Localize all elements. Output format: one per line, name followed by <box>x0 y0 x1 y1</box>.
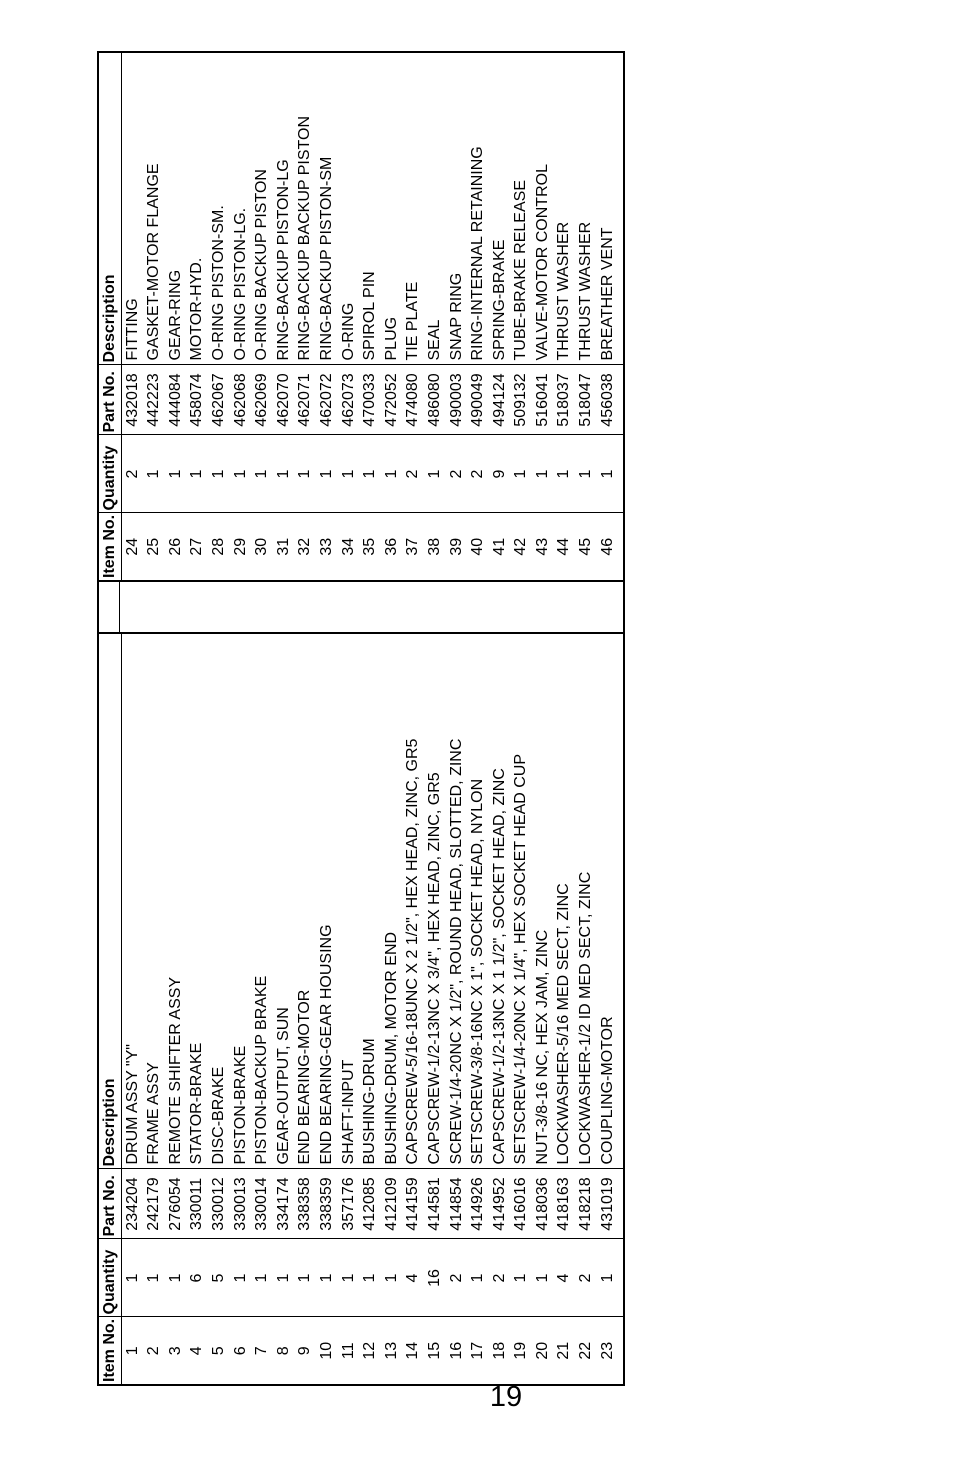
cell-description: BUSHING-DRUM <box>359 633 381 1169</box>
cell-part-no: 518037 <box>553 365 575 435</box>
cell-part-no: 414159 <box>402 1169 424 1239</box>
cell-part-no: 462068 <box>230 365 252 435</box>
table-row <box>381 52 403 581</box>
cell-item-no: 38 <box>424 513 446 581</box>
cell-description: GASKET-MOTOR FLANGE <box>143 52 165 365</box>
divider-header-line <box>99 582 120 632</box>
cell-part-no: 414952 <box>489 1169 511 1239</box>
cell-quantity: 9 <box>489 435 511 513</box>
page-number: 19 <box>489 1381 523 1413</box>
cell-part-no: 357176 <box>338 1169 360 1239</box>
table-row <box>359 52 381 581</box>
cell-part-no: 462070 <box>273 365 295 435</box>
cell-quantity: 1 <box>165 435 187 513</box>
cell-item-no: 9 <box>294 1317 316 1385</box>
table-row <box>294 633 316 1385</box>
cell-item-no: 8 <box>273 1317 295 1385</box>
table-row <box>553 633 575 1385</box>
cell-item-no: 44 <box>553 513 575 581</box>
table-divider <box>97 582 625 632</box>
table-row <box>424 52 446 581</box>
cell-part-no: 276054 <box>165 1169 187 1239</box>
cell-description: TIE PLATE <box>402 52 424 365</box>
cell-description: THRUST WASHER <box>575 52 597 365</box>
cell-description: LOCKWASHER-5/16 MED SECT, ZINC <box>553 633 575 1169</box>
cell-description: RING-INTERNAL RETAINING <box>467 52 489 365</box>
cell-quantity: 2 <box>489 1239 511 1317</box>
cell-item-no: 20 <box>532 1317 554 1385</box>
parts-list-sheet <box>97 51 625 1386</box>
header-part-no: Part No. <box>98 1169 121 1239</box>
filler-cell <box>618 435 624 513</box>
cell-quantity: 1 <box>532 1239 554 1317</box>
cell-description: SETSCREW-1/4-20NC X 1/4", HEX SOCKET HEAD CUP <box>510 633 532 1169</box>
cell-part-no: 472052 <box>381 365 403 435</box>
table-row <box>186 633 208 1385</box>
filler-cell <box>618 1317 624 1385</box>
cell-item-no: 16 <box>446 1317 468 1385</box>
cell-part-no: 416016 <box>510 1169 532 1239</box>
cell-part-no: 234204 <box>121 1169 143 1239</box>
cell-quantity: 1 <box>251 435 273 513</box>
cell-part-no: 494124 <box>489 365 511 435</box>
cell-description: CAPSCREW-1/2-13NC X 3/4", HEX HEAD, ZINC, GR5 <box>424 633 446 1169</box>
cell-description: SEAL <box>424 52 446 365</box>
cell-quantity: 1 <box>597 435 619 513</box>
cell-part-no: 412085 <box>359 1169 381 1239</box>
parts-table-right-body <box>121 52 624 581</box>
table-row <box>338 633 360 1385</box>
table-row <box>489 633 511 1385</box>
cell-quantity: 1 <box>121 1239 143 1317</box>
cell-part-no: 462072 <box>316 365 338 435</box>
cell-quantity: 2 <box>402 435 424 513</box>
cell-description: LOCKWASHER-1/2 ID MED SECT, ZINC <box>575 633 597 1169</box>
cell-description: MOTOR-HYD. <box>186 52 208 365</box>
cell-item-no: 39 <box>446 513 468 581</box>
parts-table-right <box>97 51 625 582</box>
cell-quantity: 4 <box>553 1239 575 1317</box>
table-row <box>597 633 619 1385</box>
cell-description: O-RING PISTON-SM. <box>208 52 230 365</box>
cell-description: VALVE-MOTOR CONTROL <box>532 52 554 365</box>
table-row <box>532 52 554 581</box>
table-row <box>316 52 338 581</box>
cell-part-no: 330014 <box>251 1169 273 1239</box>
cell-quantity: 1 <box>230 1239 252 1317</box>
cell-item-no: 5 <box>208 1317 230 1385</box>
table-row <box>424 633 446 1385</box>
table-row <box>273 633 295 1385</box>
cell-description: CAPSCREW-1/2-13NC X 1 1/2", SOCKET HEAD, ZINC <box>489 633 511 1169</box>
cell-item-no: 41 <box>489 513 511 581</box>
cell-description: TUBE-BRAKE RELEASE <box>510 52 532 365</box>
cell-quantity: 1 <box>273 1239 295 1317</box>
cell-description: THRUST WASHER <box>553 52 575 365</box>
header-description: Description <box>98 633 121 1169</box>
cell-item-no: 6 <box>230 1317 252 1385</box>
cell-quantity: 5 <box>208 1239 230 1317</box>
cell-part-no: 462069 <box>251 365 273 435</box>
cell-quantity: 1 <box>575 435 597 513</box>
cell-description: GEAR-OUTPUT, SUN <box>273 633 295 1169</box>
cell-part-no: 490003 <box>446 365 468 435</box>
cell-description: DRUM ASSY "Y" <box>121 633 143 1169</box>
cell-part-no: 509132 <box>510 365 532 435</box>
table-row <box>143 633 165 1385</box>
parts-table-left-body <box>121 633 624 1385</box>
cell-quantity: 1 <box>143 1239 165 1317</box>
cell-quantity: 1 <box>143 435 165 513</box>
cell-item-no: 10 <box>316 1317 338 1385</box>
cell-part-no: 330011 <box>186 1169 208 1239</box>
cell-item-no: 23 <box>597 1317 619 1385</box>
cell-part-no: 431019 <box>597 1169 619 1239</box>
table-filler-row <box>618 633 624 1385</box>
cell-description: PISTON-BRAKE <box>230 633 252 1169</box>
cell-quantity: 1 <box>316 435 338 513</box>
cell-quantity: 1 <box>553 435 575 513</box>
cell-quantity: 1 <box>510 435 532 513</box>
cell-part-no: 414581 <box>424 1169 446 1239</box>
cell-description: FRAME ASSY <box>143 633 165 1169</box>
cell-part-no: 338358 <box>294 1169 316 1239</box>
cell-quantity: 1 <box>165 1239 187 1317</box>
cell-quantity: 2 <box>467 435 489 513</box>
cell-item-no: 40 <box>467 513 489 581</box>
cell-quantity: 2 <box>446 435 468 513</box>
cell-item-no: 2 <box>143 1317 165 1385</box>
cell-part-no: 462073 <box>338 365 360 435</box>
cell-description: COUPLING-MOTOR <box>597 633 619 1169</box>
cell-part-no: 432018 <box>121 365 143 435</box>
cell-part-no: 334174 <box>273 1169 295 1239</box>
cell-quantity: 1 <box>532 435 554 513</box>
cell-description: DISC-BRAKE <box>208 633 230 1169</box>
cell-part-no: 518047 <box>575 365 597 435</box>
cell-description: NUT-3/8-16 NC, HEX JAM, ZINC <box>532 633 554 1169</box>
cell-part-no: 474080 <box>402 365 424 435</box>
cell-quantity: 6 <box>186 1239 208 1317</box>
header-item-no: Item No. <box>98 513 121 581</box>
cell-part-no: 418036 <box>532 1169 554 1239</box>
cell-item-no: 25 <box>143 513 165 581</box>
cell-description: FITTING <box>121 52 143 365</box>
cell-description: RING-BACKUP BACKUP PISTON <box>294 52 316 365</box>
cell-part-no: 462071 <box>294 365 316 435</box>
cell-part-no: 458074 <box>186 365 208 435</box>
cell-item-no: 14 <box>402 1317 424 1385</box>
cell-part-no: 470033 <box>359 365 381 435</box>
cell-item-no: 27 <box>186 513 208 581</box>
cell-quantity: 1 <box>273 435 295 513</box>
table-row <box>230 52 252 581</box>
cell-quantity: 1 <box>294 1239 316 1317</box>
table-row <box>575 52 597 581</box>
cell-description: PISTON-BACKUP BRAKE <box>251 633 273 1169</box>
table-row <box>467 52 489 581</box>
filler-cell <box>618 1169 624 1239</box>
cell-description: PLUG <box>381 52 403 365</box>
cell-quantity: 1 <box>186 435 208 513</box>
table-row <box>359 633 381 1385</box>
cell-part-no: 516041 <box>532 365 554 435</box>
cell-description: SPIROL PIN <box>359 52 381 365</box>
table-header-row <box>98 633 121 1385</box>
table-row <box>402 52 424 581</box>
table-row <box>165 633 187 1385</box>
cell-quantity: 1 <box>251 1239 273 1317</box>
cell-description: SETSCREW-3/8-16NC X 1", SOCKET HEAD, NYLON <box>467 633 489 1169</box>
table-row <box>510 633 532 1385</box>
cell-item-no: 30 <box>251 513 273 581</box>
cell-part-no: 338359 <box>316 1169 338 1239</box>
cell-item-no: 31 <box>273 513 295 581</box>
table-row <box>143 52 165 581</box>
filler-cell <box>618 513 624 581</box>
cell-item-no: 15 <box>424 1317 446 1385</box>
cell-item-no: 22 <box>575 1317 597 1385</box>
cell-description: SPRING-BRAKE <box>489 52 511 365</box>
cell-item-no: 19 <box>510 1317 532 1385</box>
cell-item-no: 35 <box>359 513 381 581</box>
table-row <box>121 633 143 1385</box>
header-quantity: Quantity <box>98 1239 121 1317</box>
cell-description: END BEARING-MOTOR <box>294 633 316 1169</box>
table-row <box>553 52 575 581</box>
table-row <box>575 633 597 1385</box>
cell-part-no: 456038 <box>597 365 619 435</box>
table-row <box>208 633 230 1385</box>
cell-quantity: 1 <box>316 1239 338 1317</box>
table-row <box>532 633 554 1385</box>
cell-part-no: 414854 <box>446 1169 468 1239</box>
table-row <box>121 52 143 581</box>
cell-quantity: 1 <box>359 435 381 513</box>
table-row <box>186 52 208 581</box>
cell-part-no: 330013 <box>230 1169 252 1239</box>
cell-part-no: 490049 <box>467 365 489 435</box>
header-item-no: Item No. <box>98 1317 121 1385</box>
cell-item-no: 43 <box>532 513 554 581</box>
table-row <box>251 633 273 1385</box>
table-row <box>208 52 230 581</box>
table-header-row <box>98 52 121 581</box>
cell-description: BREATHER VENT <box>597 52 619 365</box>
cell-description: END BEARING-GEAR HOUSING <box>316 633 338 1169</box>
table-row <box>381 633 403 1385</box>
header-description: Description <box>98 52 121 365</box>
cell-part-no: 418218 <box>575 1169 597 1239</box>
cell-item-no: 1 <box>121 1317 143 1385</box>
cell-quantity: 1 <box>338 1239 360 1317</box>
cell-item-no: 46 <box>597 513 619 581</box>
cell-item-no: 29 <box>230 513 252 581</box>
cell-item-no: 36 <box>381 513 403 581</box>
cell-quantity: 2 <box>446 1239 468 1317</box>
parts-table-left <box>97 632 625 1386</box>
cell-quantity: 1 <box>510 1239 532 1317</box>
table-row <box>597 52 619 581</box>
cell-description: GEAR-RING <box>165 52 187 365</box>
cell-item-no: 45 <box>575 513 597 581</box>
cell-quantity: 4 <box>402 1239 424 1317</box>
table-row <box>251 52 273 581</box>
cell-item-no: 28 <box>208 513 230 581</box>
cell-quantity: 16 <box>424 1239 446 1317</box>
cell-quantity: 1 <box>230 435 252 513</box>
cell-description: SNAP RING <box>446 52 468 365</box>
cell-item-no: 42 <box>510 513 532 581</box>
table-row <box>316 633 338 1385</box>
header-quantity: Quantity <box>98 435 121 513</box>
cell-item-no: 4 <box>186 1317 208 1385</box>
filler-cell <box>618 52 624 365</box>
cell-part-no: 418163 <box>553 1169 575 1239</box>
table-filler-row <box>618 52 624 581</box>
cell-part-no: 242179 <box>143 1169 165 1239</box>
cell-item-no: 34 <box>338 513 360 581</box>
cell-part-no: 462067 <box>208 365 230 435</box>
cell-quantity: 1 <box>208 435 230 513</box>
cell-item-no: 18 <box>489 1317 511 1385</box>
table-row <box>467 633 489 1385</box>
header-part-no: Part No. <box>98 365 121 435</box>
cell-quantity: 1 <box>381 435 403 513</box>
cell-description: CAPSCREW-5/16-18UNC X 2 1/2", HEX HEAD, ZINC, GR5 <box>402 633 424 1169</box>
cell-quantity: 1 <box>359 1239 381 1317</box>
table-row <box>402 633 424 1385</box>
cell-item-no: 37 <box>402 513 424 581</box>
cell-quantity: 1 <box>597 1239 619 1317</box>
table-row <box>338 52 360 581</box>
cell-description: O-RING BACKUP PISTON <box>251 52 273 365</box>
cell-description: RING-BACKUP PISTON-SM <box>316 52 338 365</box>
cell-item-no: 13 <box>381 1317 403 1385</box>
cell-description: SCREW-1/4-20NC X 1/2", ROUND HEAD, SLOTTED, ZINC <box>446 633 468 1169</box>
cell-quantity: 1 <box>294 435 316 513</box>
filler-cell <box>618 633 624 1169</box>
cell-quantity: 1 <box>467 1239 489 1317</box>
table-row <box>294 52 316 581</box>
cell-description: O-RING <box>338 52 360 365</box>
cell-quantity: 1 <box>424 435 446 513</box>
cell-part-no: 412109 <box>381 1169 403 1239</box>
cell-item-no: 33 <box>316 513 338 581</box>
cell-item-no: 24 <box>121 513 143 581</box>
table-row <box>230 633 252 1385</box>
cell-item-no: 7 <box>251 1317 273 1385</box>
table-row <box>165 52 187 581</box>
cell-part-no: 442223 <box>143 365 165 435</box>
table-row <box>273 52 295 581</box>
table-row <box>510 52 532 581</box>
cell-part-no: 414926 <box>467 1169 489 1239</box>
table-row <box>446 633 468 1385</box>
cell-quantity: 2 <box>121 435 143 513</box>
cell-part-no: 330012 <box>208 1169 230 1239</box>
cell-item-no: 32 <box>294 513 316 581</box>
cell-description: REMOTE SHIFTER ASSY <box>165 633 187 1169</box>
cell-description: RING-BACKUP PISTON-LG <box>273 52 295 365</box>
cell-quantity: 1 <box>338 435 360 513</box>
cell-item-no: 17 <box>467 1317 489 1385</box>
cell-description: SHAFT-INPUT <box>338 633 360 1169</box>
table-row <box>446 52 468 581</box>
cell-quantity: 1 <box>381 1239 403 1317</box>
cell-description: BUSHING-DRUM, MOTOR END <box>381 633 403 1169</box>
filler-cell <box>618 1239 624 1317</box>
cell-description: O-RING PISTON-LG. <box>230 52 252 365</box>
cell-item-no: 3 <box>165 1317 187 1385</box>
table-row <box>489 52 511 581</box>
cell-quantity: 2 <box>575 1239 597 1317</box>
cell-item-no: 21 <box>553 1317 575 1385</box>
cell-description: STATOR-BRAKE <box>186 633 208 1169</box>
cell-item-no: 11 <box>338 1317 360 1385</box>
cell-item-no: 12 <box>359 1317 381 1385</box>
filler-cell <box>618 365 624 435</box>
cell-part-no: 486080 <box>424 365 446 435</box>
cell-item-no: 26 <box>165 513 187 581</box>
cell-part-no: 444084 <box>165 365 187 435</box>
